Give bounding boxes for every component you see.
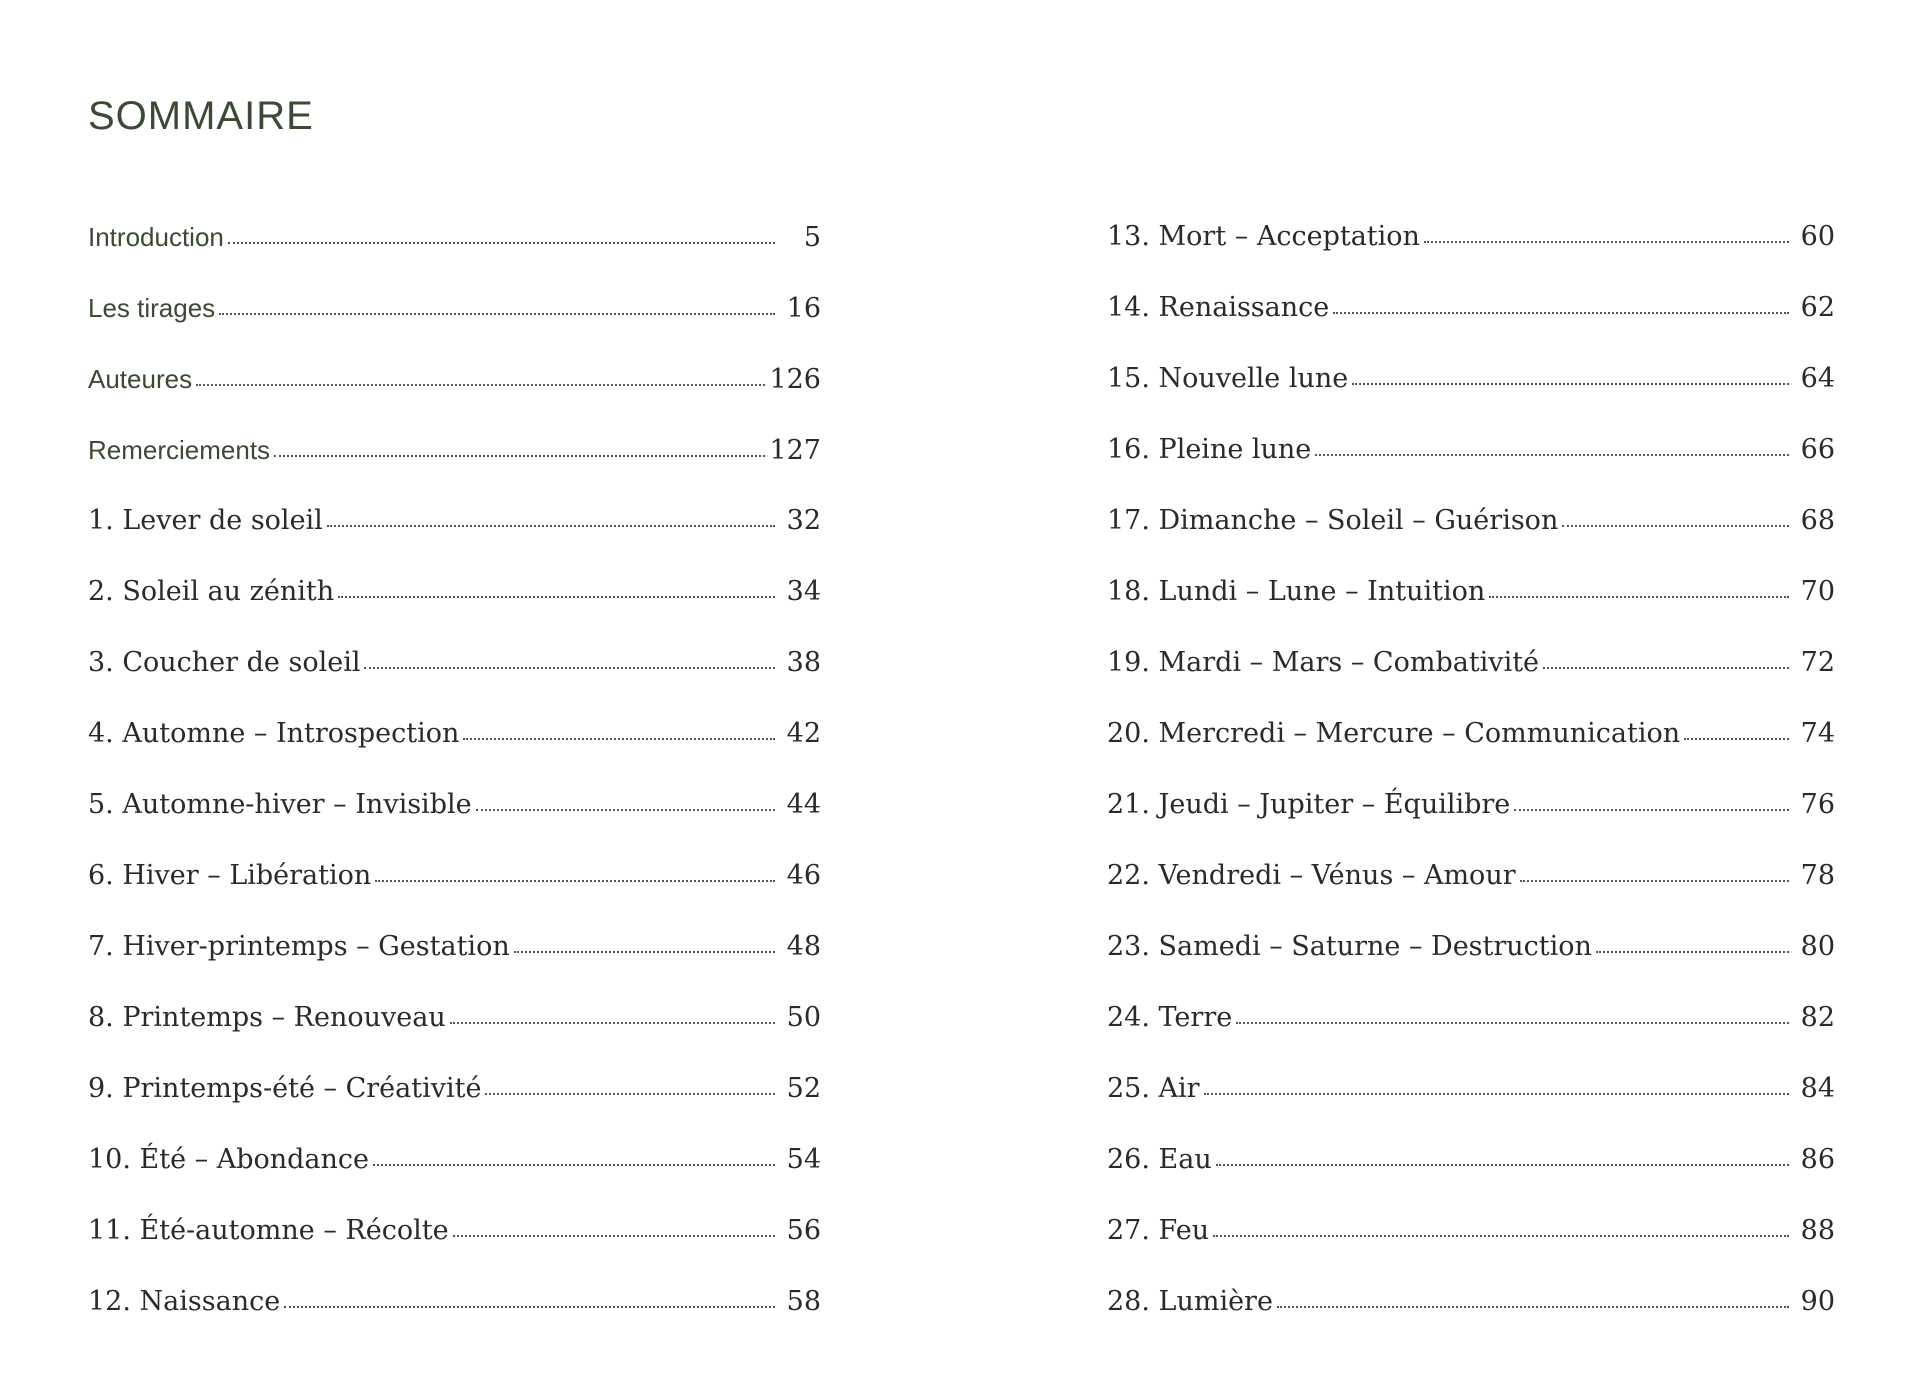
toc-right-column [1107, 209, 1835, 1345]
toc-page-number: 44 [786, 789, 821, 820]
toc-page-number: 82 [1800, 1002, 1835, 1033]
toc-entry[interactable] [88, 1061, 821, 1132]
toc-entry[interactable] [1107, 1061, 1835, 1132]
toc-entry-title: 3. Coucher de soleil [88, 647, 361, 678]
toc-page-number: 56 [786, 1215, 821, 1246]
toc-page-number: 5 [803, 222, 821, 253]
dot-leader [375, 880, 775, 882]
toc-page-number: 78 [1800, 860, 1835, 891]
toc-page-number: 54 [786, 1144, 821, 1175]
toc-entry-title: Introduction [88, 222, 224, 252]
toc-entry-title: Auteures [88, 364, 193, 394]
dot-leader [219, 313, 775, 315]
toc-page-number: 76 [1800, 789, 1835, 820]
toc-page-number: 42 [786, 718, 821, 749]
toc-entry[interactable] [88, 422, 821, 493]
toc-entry[interactable] [1107, 635, 1835, 706]
toc-page-number: 68 [1800, 505, 1835, 536]
toc-page-number: 70 [1800, 576, 1835, 607]
toc-entry-title: 28. Lumière [1107, 1286, 1273, 1317]
dot-leader [1236, 1022, 1789, 1024]
toc-entry[interactable] [1107, 1132, 1835, 1203]
toc-page-number: 16 [786, 293, 821, 324]
toc-page-number: 126 [769, 364, 821, 395]
dot-leader [284, 1306, 775, 1308]
dot-leader [476, 809, 775, 811]
toc-entry[interactable] [88, 493, 821, 564]
toc-page-number: 72 [1800, 647, 1835, 678]
toc-list-right [1107, 209, 1835, 1345]
toc-entry-title: 15. Nouvelle lune [1107, 363, 1349, 394]
toc-entry[interactable] [88, 848, 821, 919]
toc-entry-title: 22. Vendredi – Vénus – Amour [1107, 860, 1516, 891]
toc-entry[interactable] [88, 280, 821, 351]
toc-entry-title: 18. Lundi – Lune – Intuition [1107, 576, 1486, 607]
toc-entry[interactable] [1107, 1203, 1835, 1274]
dot-leader [1315, 454, 1789, 456]
toc-entry-title: 13. Mort – Acceptation [1107, 221, 1420, 252]
toc-entry[interactable] [1107, 919, 1835, 990]
toc-page-number: 90 [1800, 1286, 1835, 1317]
toc-page-number: 88 [1800, 1215, 1835, 1246]
toc-entry-title: 6. Hiver – Libération [88, 860, 372, 891]
toc-page-number: 46 [786, 860, 821, 891]
toc-entry[interactable] [1107, 209, 1835, 280]
dot-leader [196, 384, 765, 386]
toc-entry[interactable] [88, 1203, 821, 1274]
toc-page-number: 86 [1800, 1144, 1835, 1175]
dot-leader [485, 1093, 775, 1095]
toc-page-number: 66 [1800, 434, 1835, 465]
toc-list-left [88, 209, 821, 1345]
dot-leader [1352, 383, 1789, 385]
dot-leader [453, 1235, 775, 1237]
dot-leader [1543, 667, 1789, 669]
toc-entry[interactable] [88, 919, 821, 990]
dot-leader [373, 1164, 775, 1166]
toc-page-number: 50 [786, 1002, 821, 1033]
toc-entry[interactable] [88, 1274, 821, 1345]
dot-leader [274, 455, 765, 457]
toc-entry[interactable] [88, 564, 821, 635]
toc-left-column [88, 209, 821, 1345]
dot-leader [1216, 1164, 1789, 1166]
toc-page-number: 127 [769, 435, 821, 466]
toc-entry-title: 4. Automne – Introspection [88, 718, 460, 749]
toc-entry-title: 19. Mardi – Mars – Combativité [1107, 647, 1540, 678]
toc-entry-title: 7. Hiver-printemps – Gestation [88, 931, 510, 962]
toc-page-number: 62 [1800, 292, 1835, 323]
toc-page-number: 48 [786, 931, 821, 962]
toc-entry-title: 8. Printemps – Renouveau [88, 1002, 446, 1033]
toc-entry-title: 12. Naissance [88, 1286, 281, 1317]
toc-page-number: 60 [1800, 221, 1835, 252]
dot-leader [228, 242, 775, 244]
toc-entry-title: 17. Dimanche – Soleil – Guérison [1107, 505, 1559, 536]
dot-leader [1596, 951, 1789, 953]
toc-entry[interactable] [1107, 564, 1835, 635]
toc-entry[interactable] [1107, 422, 1835, 493]
toc-page-number: 52 [786, 1073, 821, 1104]
toc-entry[interactable] [88, 777, 821, 848]
dot-leader [463, 738, 775, 740]
toc-entry-title: 11. Été-automne – Récolte [88, 1215, 449, 1246]
dot-leader [1277, 1306, 1789, 1308]
dot-leader [1204, 1093, 1789, 1095]
toc-entry[interactable] [88, 1132, 821, 1203]
toc-entry[interactable] [1107, 777, 1835, 848]
toc-entry-title: 2. Soleil au zénith [88, 576, 335, 607]
dot-leader [1333, 312, 1789, 314]
dot-leader [450, 1022, 775, 1024]
dot-leader [364, 667, 775, 669]
dot-leader [1514, 809, 1789, 811]
toc-page-number: 58 [786, 1286, 821, 1317]
toc-entry[interactable] [1107, 706, 1835, 777]
dot-leader [1489, 596, 1789, 598]
toc-entry-title: 1. Lever de soleil [88, 505, 323, 536]
toc-entry-title: Remerciements [88, 435, 271, 465]
toc-entry[interactable] [1107, 990, 1835, 1061]
toc-entry-title: 10. Été – Abondance [88, 1144, 370, 1175]
toc-entry-title: 23. Samedi – Saturne – Destruction [1107, 931, 1592, 962]
toc-entry[interactable] [1107, 848, 1835, 919]
toc-entry-title: 24. Terre [1107, 1002, 1233, 1033]
toc-entry[interactable] [88, 209, 821, 280]
toc-entry[interactable] [88, 990, 821, 1061]
dot-leader [338, 596, 775, 598]
page-title: SOMMAIRE [88, 94, 314, 138]
toc-entry-title: 9. Printemps-été – Créativité [88, 1073, 482, 1104]
dot-leader [327, 525, 775, 527]
toc-entry[interactable] [1107, 280, 1835, 351]
toc-entry-title: 20. Mercredi – Mercure – Communication [1107, 718, 1681, 749]
toc-entry-title: 26. Eau [1107, 1144, 1212, 1175]
toc-page-number: 38 [786, 647, 821, 678]
toc-entry-title: 25. Air [1107, 1073, 1200, 1104]
dot-leader [1562, 525, 1789, 527]
toc-entry[interactable] [88, 351, 821, 422]
toc-entry-title: 14. Renaissance [1107, 292, 1330, 323]
dot-leader [1520, 880, 1789, 882]
toc-page-number: 64 [1800, 363, 1835, 394]
dot-leader [1424, 241, 1789, 243]
toc-entry[interactable] [1107, 351, 1835, 422]
dot-leader [1213, 1235, 1789, 1237]
toc-page-number: 80 [1800, 931, 1835, 962]
dot-leader [514, 951, 775, 953]
toc-entry-title: 27. Feu [1107, 1215, 1210, 1246]
toc-entry[interactable] [88, 706, 821, 777]
toc-entry-title: Les tirages [88, 293, 216, 323]
toc-entry-title: 5. Automne-hiver – Invisible [88, 789, 472, 820]
toc-entry[interactable] [1107, 1274, 1835, 1345]
toc-entry-title: 21. Jeudi – Jupiter – Équilibre [1107, 789, 1511, 820]
toc-entry[interactable] [88, 635, 821, 706]
toc-page-number: 34 [786, 576, 821, 607]
toc-page-number: 32 [786, 505, 821, 536]
toc-page-number: 84 [1800, 1073, 1835, 1104]
toc-entry-title: 16. Pleine lune [1107, 434, 1312, 465]
toc-entry[interactable] [1107, 493, 1835, 564]
toc-page-number: 74 [1800, 718, 1835, 749]
dot-leader [1684, 738, 1789, 740]
